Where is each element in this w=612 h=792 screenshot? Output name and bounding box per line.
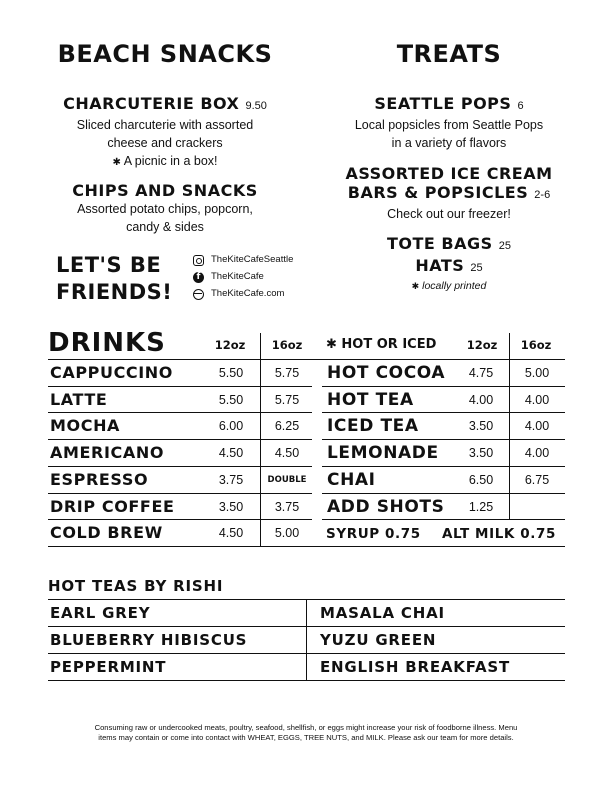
chips-name: CHIPS AND SNACKS: [72, 181, 258, 200]
drink-price-16oz: DOUBLE: [267, 474, 307, 485]
drink-price-16oz: 5.75: [274, 392, 300, 407]
website-url: TheKiteCafe.com: [211, 288, 285, 299]
drink-price-16oz: 4.00: [524, 419, 550, 434]
charcuterie-note-text: A picnic in a box!: [123, 154, 218, 168]
seattle-pops-heading: [320, 94, 578, 116]
drink-row-rule: [48, 493, 312, 494]
chips-desc-2: candy & sides: [126, 220, 204, 234]
drink-row-rule: [48, 412, 312, 413]
charcuterie-item: [40, 94, 290, 172]
facebook-icon: [193, 272, 204, 283]
friends-line-1: LET'S BE: [56, 253, 162, 277]
disclaimer-line-2: items may contain or come into contact with WHEAT, EGGS, TREE NUTS, and MILK. Please ask our team for more details.: [98, 733, 514, 742]
drink-name: DRIP COFFEE: [50, 496, 175, 516]
drink-row-rule: [48, 466, 312, 467]
alt-milk-addon: ALT MILK 0.75: [441, 526, 556, 542]
drink-row-rule: [322, 412, 565, 413]
left-col-12oz: 12oz: [214, 338, 246, 352]
drink-price-12oz: 4.75: [468, 366, 494, 380]
drink-row-rule: [322, 466, 565, 467]
drink-price-12oz: 3.50: [468, 446, 494, 461]
drinks-title: DRINKS: [48, 328, 166, 358]
drinks-bottom-rule: [312, 546, 565, 547]
hats-price: 25: [470, 262, 483, 274]
right-col-12oz: 12oz: [466, 338, 498, 352]
asterisk-icon: ✱: [411, 281, 420, 291]
drink-price-16oz: 5.75: [274, 366, 300, 380]
drink-price-12oz: 4.50: [218, 526, 244, 541]
tote-bags-heading: [320, 234, 578, 256]
ice-cream-price: 2-6: [534, 189, 551, 201]
hot-or-iced-header: ✱ HOT OR ICED: [326, 337, 437, 352]
merch-note-text: locally printed: [422, 280, 487, 292]
disclaimer-line-1: Consuming raw or undercooked meats, poultry, seafood, shellfish, or eggs might increase your risk of foodborne illness. Menu: [94, 723, 518, 732]
merch-note: [320, 278, 578, 294]
tote-bags-name: TOTE BAGS: [387, 234, 493, 253]
tea-name: YUZU GREEN: [320, 631, 437, 649]
drink-row-rule: [322, 493, 565, 494]
hats-heading: [320, 256, 578, 278]
right-col-16oz: 16oz: [520, 338, 552, 352]
drink-price-12oz: 4.00: [468, 392, 494, 407]
drinks-header-rule: [48, 359, 565, 360]
teas-divider: [306, 599, 307, 680]
drink-price-16oz: 6.25: [274, 419, 300, 434]
seattle-pops-desc-2: in a variety of flavors: [391, 136, 507, 150]
drink-price-12oz: 4.50: [218, 446, 244, 461]
drink-name: LATTE: [50, 389, 108, 409]
drink-name: ICED TEA: [327, 416, 419, 437]
drink-price-12oz: 5.50: [218, 366, 244, 380]
tea-name: MASALA CHAI: [320, 604, 445, 622]
drink-name: LEMONADE: [327, 443, 439, 464]
treats-title: TREATS: [396, 40, 502, 68]
drink-price-16oz: 4.00: [524, 392, 550, 407]
drink-price-12oz: 3.50: [218, 499, 244, 514]
drink-row-rule: [322, 519, 565, 520]
drink-name: AMERICANO: [50, 443, 165, 463]
drink-name: CHAI: [327, 469, 376, 490]
chips-desc-1: Assorted potato chips, popcorn,: [77, 202, 253, 216]
hot-teas-title: HOT TEAS BY RISHI: [48, 577, 224, 595]
drink-price-16oz: 4.50: [274, 446, 300, 461]
drink-name: CAPPUCCINO: [50, 363, 173, 382]
charcuterie-price: 9.50: [245, 100, 267, 112]
drink-row-rule: [48, 386, 312, 387]
drink-name: HOT TEA: [327, 389, 414, 410]
drink-price-16oz: 3.75: [274, 499, 300, 514]
left-col-divider: [260, 333, 261, 546]
facebook-link[interactable]: [193, 271, 264, 283]
seattle-pops-desc-1: Local popsicles from Seattle Pops: [354, 118, 544, 132]
drink-price-12oz: 6.00: [218, 419, 244, 434]
instagram-handle: TheKiteCafeSeattle: [211, 254, 294, 265]
drink-row-rule: [322, 386, 565, 387]
drink-price-12oz: 3.50: [468, 419, 494, 434]
charcuterie-desc-1: Sliced charcuterie with assorted: [76, 118, 254, 132]
syrup-addon: SYRUP 0.75: [326, 526, 421, 542]
drink-name: MOCHA: [50, 416, 121, 436]
globe-icon: [193, 289, 204, 300]
tea-name: EARL GREY: [50, 604, 151, 622]
drink-name: COLD BREW: [50, 523, 163, 543]
drink-price-12oz: 5.50: [218, 392, 244, 407]
drink-name: HOT COCOA: [327, 363, 446, 383]
drink-price-16oz: 5.00: [524, 366, 550, 380]
charcuterie-name: CHARCUTERIE BOX: [63, 94, 240, 113]
drink-price-12oz: 3.75: [218, 472, 244, 487]
ice-cream-desc: Check out our freezer!: [387, 207, 511, 221]
merch-item: [320, 234, 578, 294]
facebook-handle: TheKiteCafe: [211, 271, 264, 282]
website-link[interactable]: [193, 288, 284, 300]
friends-line-2: FRIENDS!: [56, 280, 173, 304]
beach-snacks-title: BEACH SNACKS: [57, 40, 273, 68]
drink-price-16oz: 4.00: [524, 446, 550, 461]
chips-item: [40, 181, 290, 236]
drink-name: ESPRESSO: [50, 469, 149, 489]
charcuterie-note: [40, 152, 290, 172]
tea-row-rule: [48, 680, 565, 681]
drink-price-12oz: 1.25: [468, 499, 494, 514]
tea-name: BLUEBERRY HIBISCUS: [50, 631, 248, 649]
drink-price-16oz: 6.75: [524, 472, 550, 487]
ice-cream-name-2: BARS & POPSICLES: [347, 183, 529, 202]
left-col-16oz: 16oz: [271, 338, 303, 352]
seattle-pops-price: 6: [517, 100, 524, 112]
right-col-divider: [509, 333, 510, 519]
ice-cream-name-1: ASSORTED ICE CREAM: [345, 164, 553, 183]
instagram-icon: [193, 255, 204, 266]
seattle-pops-name: SEATTLE POPS: [374, 94, 512, 113]
drink-row-rule: [322, 439, 565, 440]
instagram-link[interactable]: [193, 254, 293, 266]
drink-row-rule: [48, 439, 312, 440]
asterisk-icon: ✱: [112, 157, 121, 168]
drink-price-12oz: 6.50: [468, 472, 494, 487]
drink-row-rule: [48, 519, 312, 520]
drink-row-rule: [48, 546, 312, 547]
charcuterie-desc-2: cheese and crackers: [107, 136, 223, 150]
seattle-pops-item: [320, 94, 578, 152]
ice-cream-heading-2: [320, 183, 578, 205]
friends-heading: [56, 252, 172, 306]
charcuterie-heading: [40, 94, 290, 116]
hats-name: HATS: [415, 256, 465, 275]
tote-bags-price: 25: [498, 240, 511, 252]
allergen-disclaimer: [36, 723, 576, 743]
ice-cream-item: [320, 164, 578, 223]
drink-name: ADD SHOTS: [327, 496, 445, 517]
tea-name: PEPPERMINT: [50, 658, 167, 676]
tea-name: ENGLISH BREAKFAST: [320, 658, 511, 676]
drink-price-16oz: 5.00: [274, 526, 300, 541]
